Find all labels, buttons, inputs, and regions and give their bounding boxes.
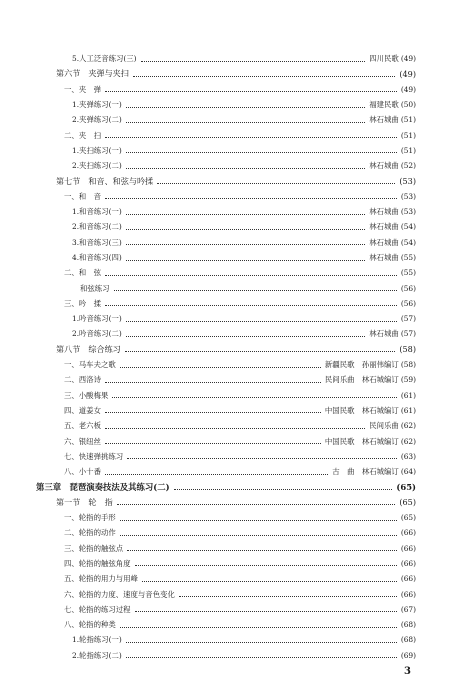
- toc-entry: [0, 556, 463, 571]
- toc-entry-page: (49): [399, 68, 416, 79]
- dot-leader: [105, 442, 321, 444]
- toc-entry-title: 1.夹扫练习(一): [72, 145, 122, 155]
- toc-entry-page: (65): [396, 481, 416, 492]
- dot-leader: [127, 549, 397, 551]
- toc-entry-title: 七、轮指的练习过程: [64, 604, 131, 614]
- toc-entry-source: 民间乐曲 林石城编订: [324, 375, 399, 385]
- toc-entry: [0, 418, 463, 433]
- toc-entry-page: (56): [400, 298, 416, 308]
- toc-entry: [0, 372, 463, 387]
- toc-entry-page: (52): [400, 161, 416, 171]
- toc-entry-page: (58): [400, 360, 416, 370]
- toc-entry-source: 福建民歌: [369, 100, 399, 110]
- toc-entry-title: 和弦练习: [80, 283, 110, 293]
- dot-leader: [120, 519, 397, 521]
- toc-entry: [0, 280, 463, 295]
- dot-leader: [126, 228, 365, 230]
- toc-entry-title: 第六节 夹弹与夹扫: [56, 68, 129, 79]
- toc-entry: [0, 235, 463, 250]
- dot-leader: [126, 151, 397, 153]
- toc-entry: [0, 541, 463, 556]
- toc-entry-title: 二、和 弦: [64, 268, 101, 278]
- dot-leader: [135, 610, 397, 612]
- toc-entry-title: 二、轮指的动作: [64, 528, 116, 538]
- dot-leader: [105, 90, 397, 92]
- toc-entry-title: 七、快速弹挑练习: [64, 451, 124, 461]
- toc-entry: [0, 571, 463, 586]
- toc-entry: [0, 602, 463, 617]
- toc-entry-page: (56): [400, 283, 416, 293]
- toc-entry-page: (65): [400, 513, 416, 523]
- dot-leader: [126, 335, 365, 337]
- toc-entry: [0, 311, 463, 326]
- dot-leader: [114, 289, 397, 291]
- dot-leader: [126, 259, 365, 261]
- toc-entry: [0, 388, 463, 403]
- dot-leader: [117, 503, 396, 505]
- toc-entry: [0, 250, 463, 265]
- toc-entry-source: 中国民歌 林石城编订: [324, 405, 399, 415]
- toc-entry-page: (66): [400, 574, 416, 584]
- toc-entry-page: (53): [400, 207, 416, 217]
- dot-leader: [120, 534, 397, 536]
- toc-entry-page: (59): [400, 375, 416, 385]
- toc-entry-title: 3.和音练习(三): [72, 237, 122, 247]
- dot-leader: [126, 243, 365, 245]
- toc-entry-title: 四、道姜女: [64, 405, 101, 415]
- toc-entry-title: 六、银纽丝: [64, 436, 101, 446]
- toc-entry-source: 古 曲 林石城编订: [332, 467, 399, 477]
- dot-leader: [126, 106, 365, 108]
- toc-entry: [0, 433, 463, 448]
- toc-entry-title: 二、夹 扫: [64, 130, 101, 140]
- toc-entry: [0, 586, 463, 601]
- toc-entry: [0, 617, 463, 632]
- toc-entry-page: (64): [400, 467, 416, 477]
- toc-entry: [0, 296, 463, 311]
- toc-entry: [0, 219, 463, 234]
- toc-entry-source: 林石城曲: [369, 222, 399, 232]
- toc-entry: [0, 82, 463, 97]
- toc-entry-source: 林石城曲: [369, 237, 399, 247]
- dot-leader: [105, 427, 365, 429]
- toc-entry-source: 新疆民歌 孙丽伟编订: [324, 360, 399, 370]
- toc-entry-page: (62): [400, 436, 416, 446]
- toc-entry-title: 一、和 音: [64, 191, 101, 201]
- dot-leader: [126, 656, 397, 658]
- toc-entry-title: 1.夹弹练习(一): [72, 100, 122, 110]
- toc-entry-page: (54): [400, 237, 416, 247]
- toc-entry-page: (68): [400, 635, 416, 645]
- toc-entry: [0, 112, 463, 127]
- table-of-contents: [0, 51, 463, 663]
- toc-entry-title: 5.人工泛音练习(三): [72, 54, 137, 64]
- dot-leader: [105, 473, 328, 475]
- toc-entry: [0, 449, 463, 464]
- toc-entry: [0, 326, 463, 341]
- toc-entry-page: (57): [400, 314, 416, 324]
- toc-entry-page: (61): [400, 405, 416, 415]
- toc-entry-page: (65): [399, 497, 416, 508]
- toc-entry: [0, 97, 463, 112]
- toc-entry-page: (68): [400, 620, 416, 630]
- dot-leader: [157, 182, 395, 184]
- toc-entry-page: (51): [400, 130, 416, 140]
- dot-leader: [179, 595, 397, 597]
- toc-entry-source: 林石城曲: [369, 207, 399, 217]
- toc-entry-page: (66): [400, 543, 416, 553]
- toc-entry: [0, 479, 463, 494]
- toc-entry-title: 五、轮指的用力与用峰: [64, 574, 138, 584]
- toc-entry-title: 第一节 轮 指: [56, 496, 113, 507]
- toc-entry: [0, 632, 463, 647]
- toc-entry-page: (54): [400, 222, 416, 232]
- dot-leader: [174, 488, 393, 490]
- dot-leader: [105, 381, 321, 383]
- toc-entry-source: 民间乐曲: [369, 421, 399, 431]
- toc-entry: [0, 127, 463, 142]
- dot-leader: [105, 411, 321, 413]
- toc-entry-page: (51): [400, 145, 416, 155]
- toc-entry-title: 六、轮指的力度、速度与音色变化: [64, 589, 175, 599]
- toc-entry-source: 林石城曲: [369, 329, 399, 339]
- toc-entry: [0, 495, 463, 510]
- toc-entry-page: (58): [399, 344, 416, 355]
- toc-entry-title: 2.夹弹练习(二): [72, 115, 122, 125]
- toc-entry-page: (55): [400, 268, 416, 278]
- dot-leader: [105, 136, 397, 138]
- toc-entry-title: 1.轮指练习(一): [72, 635, 122, 645]
- toc-entry-page: (66): [400, 528, 416, 538]
- toc-entry-page: (49): [400, 84, 416, 94]
- toc-entry-page: (55): [400, 253, 416, 262]
- toc-entry-page: (69): [400, 650, 416, 660]
- toc-entry: [0, 510, 463, 525]
- toc-entry: [0, 265, 463, 280]
- toc-entry: [0, 648, 463, 663]
- toc-entry: [0, 525, 463, 540]
- toc-entry: [0, 158, 463, 173]
- toc-entry-page: (49): [400, 54, 416, 64]
- toc-entry-title: 五、老六板: [64, 421, 101, 431]
- dot-leader: [105, 197, 397, 199]
- toc-entry-title: 八、轮指的种类: [64, 620, 116, 630]
- dot-leader: [133, 75, 396, 77]
- toc-entry-source: 林石城曲: [369, 253, 399, 262]
- toc-entry-title: 三、小酸梅果: [64, 390, 109, 400]
- dot-leader: [126, 121, 365, 123]
- toc-entry-page: (50): [400, 100, 416, 110]
- toc-entry-page: (61): [400, 390, 416, 400]
- toc-entry-title: 2.夹扫练习(二): [72, 161, 122, 171]
- toc-entry: [0, 342, 463, 357]
- toc-entry-title: 一、轮指的手形: [64, 513, 116, 523]
- toc-entry-source: 林石城曲: [369, 115, 399, 125]
- toc-entry-title: 2.轮指练习(二): [72, 650, 122, 660]
- toc-entry-title: 三、吟 揉: [64, 298, 101, 308]
- dot-leader: [127, 457, 397, 459]
- toc-entry-page: (67): [400, 604, 416, 614]
- toc-entry-page: (66): [400, 589, 416, 599]
- toc-entry: [0, 173, 463, 188]
- toc-entry-page: (53): [399, 176, 416, 187]
- dot-leader: [120, 626, 397, 628]
- dot-leader: [126, 320, 397, 322]
- toc-entry-title: 第八节 综合练习: [56, 343, 121, 354]
- toc-entry-title: 2.和音练习(二): [72, 222, 122, 232]
- dot-leader: [141, 60, 366, 62]
- toc-entry-title: 4.和音练习(四): [72, 253, 122, 262]
- toc-entry: [0, 143, 463, 158]
- dot-leader: [135, 564, 397, 566]
- toc-entry-title: 二、西洛诗: [64, 375, 101, 385]
- toc-entry-title: 第三章 琵琶演奏技法及其练习(二): [36, 481, 170, 492]
- toc-entry-page: (63): [400, 451, 416, 461]
- dot-leader: [105, 304, 397, 306]
- dot-leader: [126, 167, 365, 169]
- toc-entry-title: 1.吟音练习(一): [72, 314, 122, 324]
- toc-entry: [0, 66, 463, 81]
- toc-entry-title: 四、轮指的触弦角度: [64, 558, 131, 568]
- toc-entry-page: (57): [400, 329, 416, 339]
- toc-entry-title: 一、马车夫之歌: [64, 360, 116, 370]
- toc-entry-title: 第七节 和音、和弦与吟揉: [56, 175, 154, 186]
- dot-leader: [120, 366, 321, 368]
- toc-entry-source: 林石城曲: [369, 161, 399, 171]
- toc-entry: [0, 51, 463, 66]
- dot-leader: [126, 641, 397, 643]
- toc-entry: [0, 357, 463, 372]
- toc-entry: [0, 204, 463, 219]
- toc-entry-title: 2.吟音练习(二): [72, 329, 122, 339]
- toc-entry-title: 1.和音练习(一): [72, 207, 122, 217]
- toc-entry-page: (53): [400, 191, 416, 201]
- toc-entry-title: 八、小十番: [64, 467, 101, 477]
- dot-leader: [125, 350, 396, 352]
- toc-entry-source: 四川民歌: [369, 54, 399, 64]
- toc-entry: [0, 464, 463, 479]
- toc-entry: [0, 189, 463, 204]
- toc-entry-title: 三、轮指的触弦点: [64, 543, 124, 553]
- dot-leader: [112, 396, 396, 398]
- toc-entry-title: 一、夹 弹: [64, 84, 101, 94]
- toc-entry-page: (66): [400, 558, 416, 568]
- toc-entry-page: (62): [400, 421, 416, 431]
- dot-leader: [105, 274, 397, 276]
- toc-entry-source: 中国民歌 林石城编订: [324, 436, 399, 446]
- dot-leader: [142, 580, 397, 582]
- page-number: 3: [404, 666, 411, 677]
- dot-leader: [126, 213, 365, 215]
- toc-entry: [0, 403, 463, 418]
- toc-entry-page: (51): [400, 115, 416, 125]
